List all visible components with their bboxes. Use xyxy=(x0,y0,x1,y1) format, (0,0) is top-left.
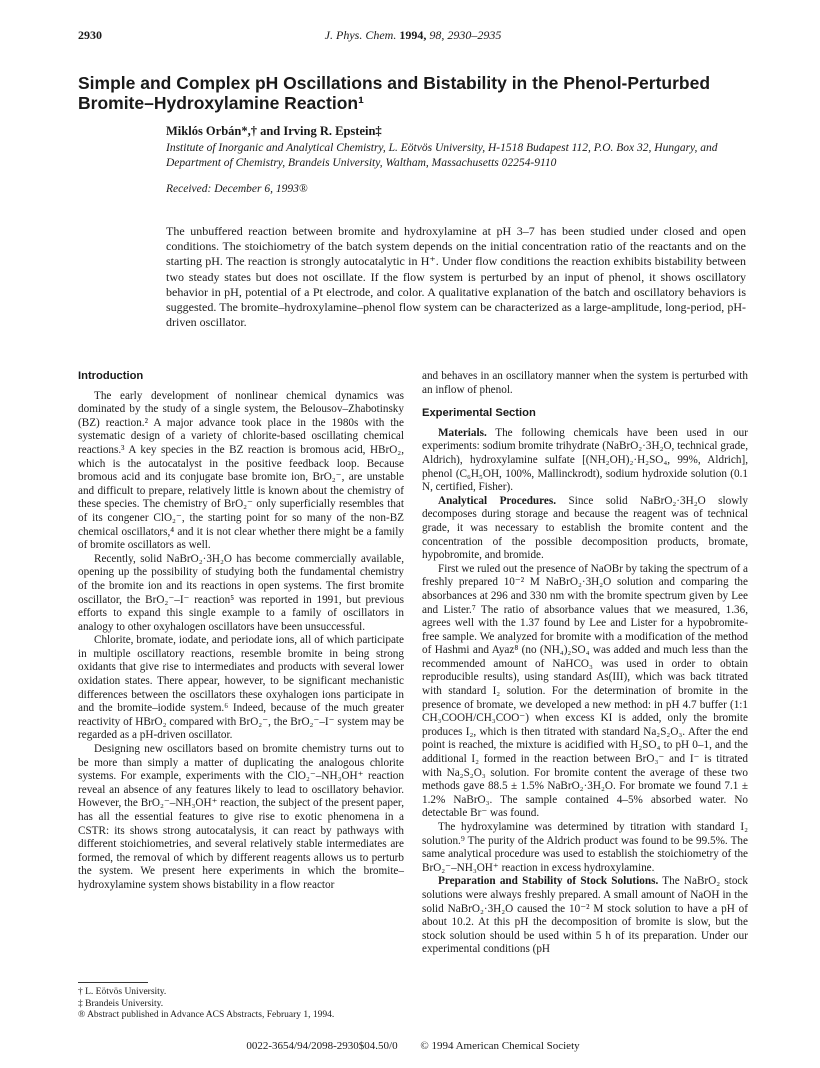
subsection-label: Materials. xyxy=(438,426,487,439)
journal-year: 1994, xyxy=(399,28,427,42)
subsection-label: Preparation and Stability of Stock Solutions. xyxy=(438,875,659,888)
author-list: Miklós Orbán*,† and Irving R. Epstein‡ xyxy=(166,124,382,138)
body-paragraph: First we ruled out the presence of NaOBr by taking the spectrum of a freshly prepared 10⁻² M NaBrO₂·3H₂O solution and comparing the absorbances at 296 and 330 nm with the bromite spectrum given by Lee and Lister.⁷ The ratio of absorbance values that we measured, 1.36, agrees well with the 1.37 found by Lee and Lister for a hypobromite-free sample. We analyzed for bromite with a modification of the method of Hashmi and Ayaz⁸ (no (NH₄)₂SO₄ was added and much less than the recommended amount of NaHCO₃ was used in order to obtain reproducible results), using standard As(III), which was back titrated with standard I₂ solution. For the determination of bromite in the presence of bromate, we developed a new method: in pH 4.7 buffer (1:1 CH₃COOH/CH₃COO⁻) when excess KI is added, only the bromite produces I₂, which is then titrated with standard Na₂S₂O₃. After the end point is reached, the mixture is acidified with H₂SO₄ to pH 0–1, and the additional I₂ formed in the reaction between BrO₃⁻ and I⁻ is titrated with Na₂S₂O₃ solution. For bromite content the average of these two methods gave 88.5 ± 1.5% NaBrO₂·3H₂O. For bromate we found 7.1 ± 1.2% NaBrO₃. The sample contained 4–5% absorbed water. No detectable Br⁻ was found. xyxy=(422,562,748,820)
page-footer xyxy=(78,1040,748,1052)
body-paragraph: The early development of nonlinear chemical dynamics was dominated by the study of a single system, the Belousov–Zhabotinsky (BZ) reaction.² A major advance took place in the 1980s with the systematic design of a variety of chlorite-based oscillating chemical reactions.³ A key species in the BZ reaction is bromous acid, HBrO₂, which is the autocatalyst in the positive feedback loop. Because bromous acid and its conjugate base bromite ion, BrO₂⁻, are unstable and difficult to prepare, relatively little is known about the chemistry of these species. The chemistry of BrO₂⁻ only superficially resembles that of its congener ClO₂⁻, the starting point for so many of the non-BZ chemical oscillators,⁴ and it is not clear whether there might be a family of bromite oscillators as well. xyxy=(78,389,404,552)
body-paragraph: The hydroxylamine was determined by titration with standard I₂ solution.⁹ The purity of the Aldrich product was found to be 99.5%. The same analytical procedure was used to establish the stoichiometry of the BrO₂⁻–NH₃OH⁺ reaction in excess hydroxylamine. xyxy=(422,821,748,874)
footnote: ® Abstract published in Advance ACS Abstracts, February 1, 1994. xyxy=(78,1010,335,1020)
footnotes xyxy=(78,982,404,1022)
section-heading-experimental: Experimental Section xyxy=(422,407,536,420)
subsection-text: The NaBrO₂ stock solutions were always freshly prepared. A small amount of NaOH in the solid NaBrO₂·3H₂O caused the 10⁻² M stock solution to have a pH of about 10.2. At this pH the decomposition of bromite is slow, but the stock solution should be used within 5 h of its preparation. Under our experimental conditions (pH xyxy=(422,875,748,956)
body-paragraph xyxy=(422,875,748,957)
article-title: Simple and Complex pH Oscillations and Bistability in the Phenol-Perturbed Bromite–Hydroxylamine Reaction¹ xyxy=(78,73,711,113)
footnote-rule xyxy=(78,982,148,983)
affiliation: Institute of Inorganic and Analytical Chemistry, L. Eötvös University, H-1518 Budapest 112, P.O. Box 32, Hungary, and Department of Chemistry, Brandeis University, Waltham, Massachusetts 02254-9110 xyxy=(166,142,718,169)
footnote: † L. Eötvös University. xyxy=(78,987,167,997)
journal-citation xyxy=(78,28,748,43)
copyright: © 1994 American Chemical Society xyxy=(420,1040,580,1052)
subsection-label: Analytical Procedures. xyxy=(438,494,557,507)
issn-code: 0022-3654/94/2098-2930$04.50/0 xyxy=(246,1040,398,1052)
left-column xyxy=(78,370,404,893)
body-paragraph: and behaves in an oscillatory manner when the system is perturbed with an inflow of phenol. xyxy=(422,370,748,396)
body-paragraph: Designing new oscillators based on bromite chemistry turns out to be more than simply a matter of duplicating the analogous chlorite systems. For example, experiments with the ClO₂⁻–NH₃OH⁺ reaction reveal an absence of any features likely to lead to oscillatory behavior. However, the BrO₂⁻–NH₃OH⁺ reaction, the subject of the present paper, has all the essential features to give rise to exotic phenomena in a CSTR: its shows strong autocatalysis, it can react by pathways with different stoichiometries, and several relatively stable intermediates are formed, the removal of which by different reagents allows us to perturb the system. We present here experiments in which the bromite–hydroxylamine system shows bistability in a flow reactor xyxy=(78,743,404,891)
subsection-text: Since solid NaBrO₂·3H₂O slowly decomposes during storage and because the reagent was of technical grade, it was necessary to establish the bromite content and the concentration of the possible decomposition products, bromate, hypobromite, and bromide. xyxy=(422,494,748,562)
received-date: Received: December 6, 1993® xyxy=(166,183,308,195)
abstract: The unbuffered reaction between bromite and hydroxylamine at pH 3–7 has been studied under closed and open conditions. The stoichiometry of the batch system depends on the initial concentration ratio of the reactants and on the starting pH. The reaction is strongly autocatalytic in H⁺. Under flow conditions the reaction exhibits bistability between two steady states but does not oscillate. If the flow system is perturbed by an input of phenol, it shows oscillatory behavior in pH, potential of a Pt electrode, and color. A qualitative explanation of the batch and oscillatory behaviors is suggested. The bromite–hydroxylamine–phenol flow system can be characterized as a large-amplitude, long-period, pH-driven oscillator. xyxy=(166,224,746,330)
page-number: 2930 xyxy=(78,28,102,42)
body-paragraph xyxy=(422,427,748,495)
right-column xyxy=(422,370,748,957)
body-paragraph xyxy=(422,495,748,563)
running-header xyxy=(78,28,748,44)
body-paragraph: Chlorite, bromate, iodate, and periodate ions, all of which participate in multiple oscillatory reactions, resemble bromite in being strong oxidants that give rise to intermediates and products with several lower oxidation states. There appear, however, to be significant mechanistic differences between the oscillators these oxyhalogen ions participate in and the bromite–iodide system.⁶ Indeed, because of the much greater reactivity of HBrO₂ compared with BrO₂⁻, the BrO₂⁻–I⁻ system may be regarded as a pH-driven oscillator. xyxy=(78,634,404,742)
journal-volume-pages: 98, 2930–2935 xyxy=(429,28,502,42)
footnote: ‡ Brandeis University. xyxy=(78,998,164,1009)
journal-name: J. Phys. Chem. xyxy=(324,28,397,42)
body-paragraph: Recently, solid NaBrO₂·3H₂O has become commercially available, opening up the possibility of studying both the fundamental chemistry of the bromite ion and its reactions in open systems. The first bromite oscillator, the BrO₂⁻–I⁻ reaction⁵ was reported in 1991, but previous efforts to expand this single example to a family of oscillators in analogy to other oxyhalogen oscillators have been unsuccessful. xyxy=(78,552,404,633)
subsection-text: The following chemicals have been used in our experiments: sodium bromite trihydrate (NaBrO₂·3H₂O, technical grade, Aldrich), hydroxylamine sulfate [(NH₂OH)₂·H₂SO₄, 99%, Aldrich], phenol (C₆H₅OH, 100%, Mallinckrodt), sodium hydroxide solution (0.1 N, certified, Fisher). xyxy=(422,426,748,494)
section-heading-introduction: Introduction xyxy=(78,370,144,382)
